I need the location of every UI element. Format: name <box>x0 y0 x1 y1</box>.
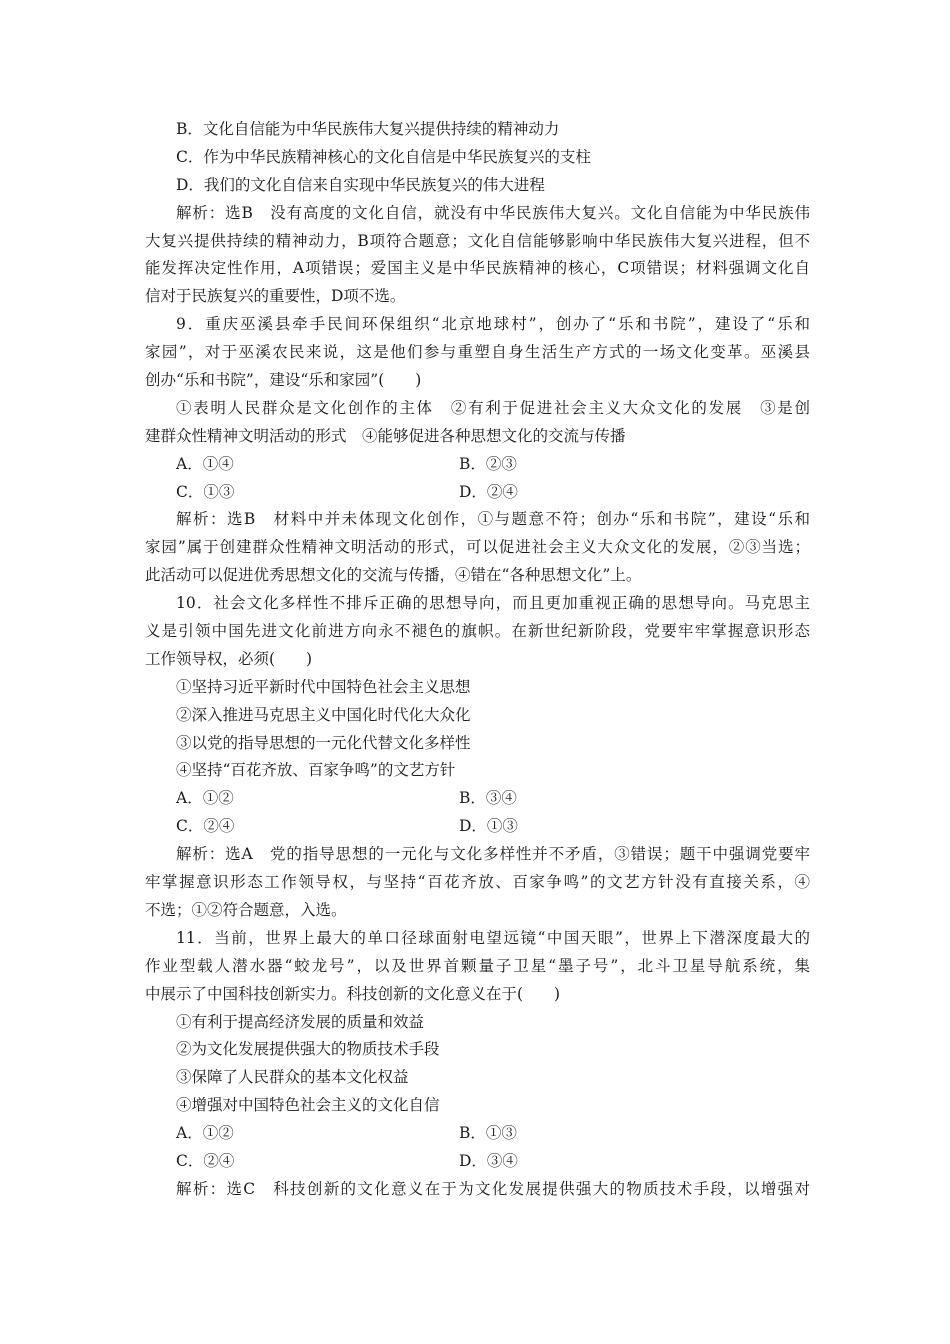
q11-item: ②为文化发展提供强大的物质技术手段 <box>176 1040 440 1059</box>
q8-analysis-line: 能发挥决定性作用，A项错误；爱国主义是中华民族精神的核心，C项错误；材料强调文化自 <box>145 259 810 278</box>
q9-option-b: B．②③ <box>459 454 517 473</box>
q9-analysis-line: 解析：选B 材料中并未体现文化创作，①与题意不符；创办“乐和书院”，建设“乐和 <box>176 510 810 529</box>
q11-options-row <box>145 1120 810 1148</box>
q11-option-c: C．②④ <box>176 1151 235 1170</box>
q9-analysis-line: 家园”属于创建群众性精神文明活动的形式，可以促进社会主义大众文化的发展，②③当选； <box>145 538 810 557</box>
q10-stem-line: 工作领导权，必须( ) <box>145 649 313 668</box>
q11-analysis-line: 解析：选C 科技创新的文化意义在于为文化发展提供强大的物质技术手段，以增强对 <box>176 1179 810 1198</box>
q9-stem-line: 创办“乐和书院”，建设“乐和家园”( ) <box>145 371 422 390</box>
q9-options-row <box>145 479 810 507</box>
q11-stem-line: 作业型载人潜水器“蛟龙号”，以及世界首颗量子卫星“墨子号”，北斗卫星导航系统，集 <box>145 956 810 975</box>
q10-item: ③以党的指导思想的一元化代替文化多样性 <box>176 733 471 752</box>
q10-analysis-line: 牢掌握意识形态工作领导权，与坚持“百花齐放、百家争鸣”的文艺方针没有直接关系，④ <box>145 873 810 892</box>
q9-option-a: A．①④ <box>176 454 234 473</box>
q10-item: ①坚持习近平新时代中国特色社会主义思想 <box>176 677 471 696</box>
q9-analysis-line: 此活动可以促进优秀思想文化的交流与传播，④错在“各种思想文化”上。 <box>145 566 642 585</box>
q10-options-row <box>145 813 810 841</box>
q8-option-c: C．作为中华民族精神核心的文化自信是中华民族复兴的支柱 <box>176 147 591 166</box>
q11-option-b: B．①③ <box>459 1124 517 1143</box>
q11-item: ③保障了人民群众的基本文化权益 <box>176 1068 409 1087</box>
q11-option-d: D．③④ <box>459 1151 518 1170</box>
q11-item: ④增强对中国特色社会主义的文化自信 <box>176 1096 440 1115</box>
q9-option-c: C．①③ <box>176 482 235 501</box>
q8-analysis-line: 解析：选B 没有高度的文化自信，就没有中华民族伟大复兴。文化自信能为中华民族伟 <box>176 203 810 222</box>
q10-option-c: C．②④ <box>176 817 235 836</box>
q8-analysis-line: 信对于民族复兴的重要性，D项不选。 <box>145 287 406 306</box>
q10-analysis-line: 解析：选A 党的指导思想的一元化与文化多样性并不矛盾，③错误；题干中强调党要牢 <box>176 845 810 864</box>
q10-item: ②深入推进马克思主义中国化时代化大众化 <box>176 705 471 724</box>
q11-item: ①有利于提高经济发展的质量和效益 <box>176 1012 425 1031</box>
q11-stem-line: 11．当前，世界上最大的单口径球面射电望远镜“中国天眼”，世界上下潜深度最大的 <box>176 928 810 947</box>
q10-item: ④坚持“百花齐放、百家争鸣”的文艺方针 <box>176 761 456 780</box>
q10-analysis-line: 不选；①②符合题意，入选。 <box>145 900 347 919</box>
document-page <box>145 116 810 1204</box>
q8-option-b: B．文化自信能为中华民族伟大复兴提供持续的精神动力 <box>176 120 560 138</box>
q9-item-line: 建群众性精神文明活动的形式 ④能够促进各种思想文化的交流与传播 <box>145 426 626 445</box>
q10-stem-line: 10．社会文化多样性不排斥正确的思想导向，而且更加重视正确的思想导向。马克思主 <box>176 594 810 613</box>
q11-option-a: A．①② <box>176 1124 234 1143</box>
q9-options-row <box>145 451 810 479</box>
q10-stem-line: 义是引领中国先进文化前进方向永不褪色的旗帜。在新世纪新阶段，党要牢牢掌握意识形态 <box>145 622 810 641</box>
q11-options-row <box>145 1148 810 1176</box>
q9-item-line: ①表明人民群众是文化创作的主体 ②有利于促进社会主义大众文化的发展 ③是创 <box>176 398 810 417</box>
q10-options-row <box>145 785 810 813</box>
q9-stem-line: 9．重庆巫溪县牵手民间环保组织“北京地球村”，创办了“乐和书院”，建设了“乐和 <box>176 315 810 334</box>
q9-option-d: D．②④ <box>459 482 518 501</box>
q8-option-d: D．我们的文化自信来自实现中华民族复兴的伟大进程 <box>176 175 545 194</box>
q8-analysis-line: 大复兴提供持续的精神动力，B项符合题意；文化自信能够影响中华民族伟大复兴进程，但不 <box>145 231 810 250</box>
q11-stem-line: 中展示了中国科技创新实力。科技创新的文化意义在于( ) <box>145 984 561 1003</box>
q10-option-b: B．③④ <box>459 789 517 808</box>
q9-stem-line: 家园”，对于巫溪农民来说，这是他们参与重塑自身生活生产方式的一场文化变革。巫溪县 <box>145 343 810 362</box>
q10-option-d: D．①③ <box>459 817 518 836</box>
q10-option-a: A．①② <box>176 789 234 808</box>
